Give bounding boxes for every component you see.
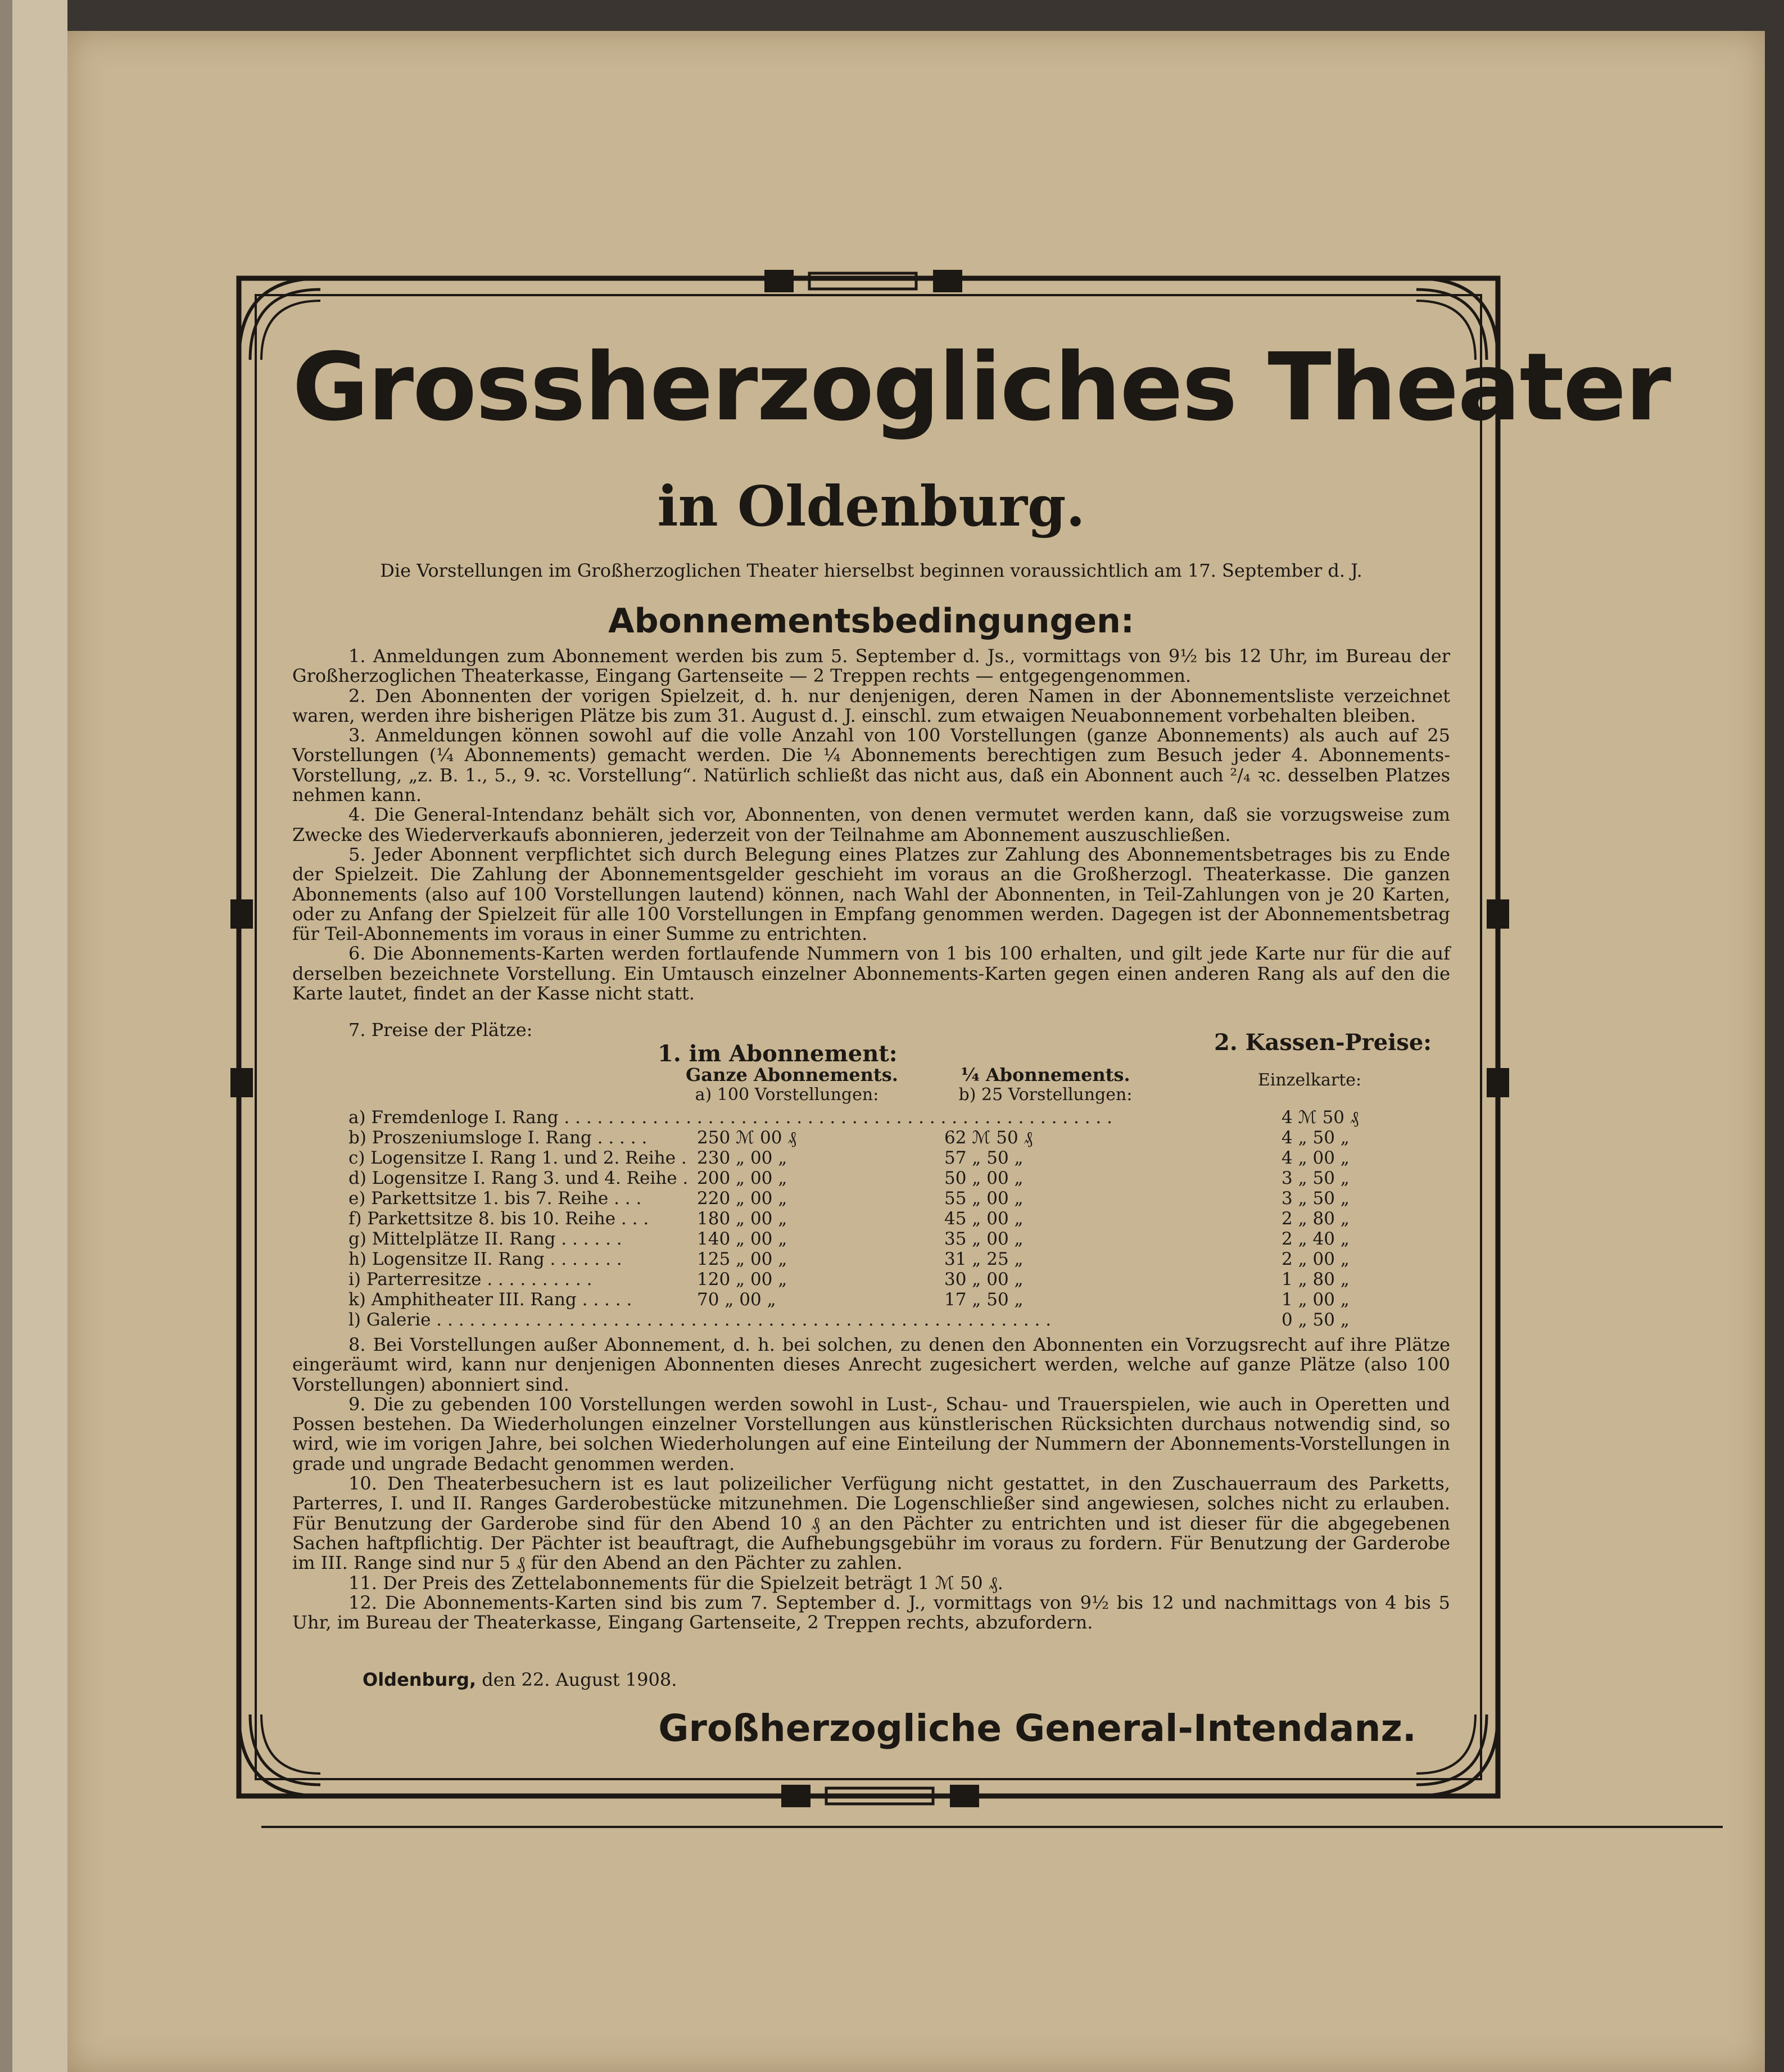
price-row [348,1168,1450,1188]
single-ticket-price: 1 „ 00 „ [1282,1290,1350,1310]
seat-category: d) Logensitze I. Rang 3. und 4. Reihe . [348,1168,689,1188]
price-row [348,1148,1450,1168]
price-row [348,1229,1450,1249]
condition-11: 11. Der Preis des Zettelabonnements für die Spielzeit beträgt 1 ℳ 50 ₰. [348,1572,1003,1594]
single-ticket-price: 2 „ 00 „ [1282,1249,1350,1269]
condition-9: 9. Die zu gebenden 100 Vorstellungen werden sowohl in Lust-, Schau- und Trauerspielen, wie auch in Operetten und Possen bestehen. Da Wiederholungen einzelner Vorstellungen aus künstlerischen Rücksichten durchaus notwendig sind, so wird, wie im vorigen Jahre, bei solchen Wiederholungen auf eine Einteilung der Nummern der Abonnements-Vorstellungen in grade und ungrade Bedacht genommen werden. [292,1393,1450,1474]
seat-category: f) Parkettsitze 8. bis 10. Reihe . . . [348,1209,649,1229]
condition-5: 5. Jeder Abonnent verpflichtet sich durch Belegung eines Platzes zur Zahlung des Abonnementsbetrages bis zu Ende der Spielzeit. Die Zahlung der Abonnementsgelder geschieht im voraus an die Großherzogl. Theaterkasse. Die ganzen Abonnements (also auf 100 Vorstellungen lautend) können, nach Wahl der Abonnenten, in Teil-Zahlungen von je 20 Karten, oder zu Anfang der Spielzeit für alle 100 Vorstellungen in Empfang genommen werden. Dagegen ist der Abonnementsbetrag für Teil-Abonnements im voraus in einer Summe zu entrichten. [292,843,1450,945]
seat-category: i) Parterresitze . . . . . . . . . . [348,1269,592,1290]
subscription-heading: 1. im Abonnement: [658,1040,898,1067]
condition-12: 12. Die Abonnements-Karten sind bis zum 7. September d. J., vormittags von 9½ bis 12 und nachmittags von 4 bis 5 Uhr, im Bureau der Theaterkasse, Eingang Gartenseite, 2 Treppen rechts, abzufordern. [292,1591,1450,1634]
single-ticket-column-head: Einzelkarte: [1257,1070,1362,1090]
full-subscription-price: 140 „ 00 „ [697,1229,787,1249]
condition-2: 2. Den Abonnenten der vorigen Spielzeit, d. h. nur denjenigen, deren Namen in der Abonnementsliste verzeichnet waren, werden ihre bisherigen Plätze bis zum 31. August d. J. einschl. zum etwaigen Neuabonnement vorbehalten bleiben. [292,685,1450,726]
single-ticket-price: 2 „ 40 „ [1282,1229,1350,1249]
condition-10: 10. Den Theaterbesuchern ist es laut polizeilicher Verfügung nicht gestattet, in den Zuschauerraum des Parketts, Parterres, I. und II. Ranges Garderobestücke mitzunehmen. Die Logenschließer sind angewiesen, solches nicht zu erlauben. Für Benutzung der Garderobe sind für den Abend 10 ₰ an den Pächter zu entrichten und ist dieser für die abgegebenen Sachen haftpflichtig. Der Pächter ist beauftragt, die Aufhebungsgebühr im voraus zu fordern. Für Benutzung der Garderobe im III. Range sind nur 5 ₰ für den Abend an den Pächter zu zahlen. [292,1473,1450,1574]
quarter-subscription-price: 17 „ 50 „ [944,1290,1024,1310]
quarter-subscription-price: 45 „ 00 „ [944,1209,1024,1229]
quarter-subscription-price: 62 ℳ 50 ₰ [944,1128,1033,1148]
quarter-subscription-price: 57 „ 50 „ [944,1148,1024,1168]
single-ticket-price: 1 „ 80 „ [1282,1269,1350,1290]
box-office-heading: 2. Kassen-Preise: [1214,1029,1432,1056]
quarter-subscription-price: 55 „ 00 „ [944,1188,1024,1209]
quarter-subscription-price: 50 „ 00 „ [944,1168,1024,1188]
quarter-subscription-sub: b) 25 Vorstellungen: [958,1085,1133,1105]
full-subscription-sub: a) 100 Vorstellungen: [695,1085,879,1105]
seat-category: l) Galerie . . . . . . . . . . . . . . . . . . . . . . . . . . . . . . . . . . . . . . . . . . . . . . . . . . . . . . . . [348,1310,1052,1330]
full-subscription-price: 200 „ 00 „ [697,1168,787,1188]
seat-category: g) Mittelplätze II. Rang . . . . . . [348,1229,622,1249]
condition-7-label: 7. Preise der Plätze: [348,1019,533,1040]
conditions-list-b [292,1335,1450,1632]
seat-category: e) Parkettsitze 1. bis 7. Reihe . . . [348,1188,642,1209]
conditions-list-a [292,646,1450,1003]
poster-content [292,315,1670,1788]
conditions-heading: Abonnementsbedingungen: [608,601,1134,641]
seat-category: c) Logensitze I. Rang 1. und 2. Reihe . [348,1148,687,1168]
condition-3: 3. Anmeldungen können sowohl auf die volle Anzahl von 100 Vorstellungen (ganze Abonnements) als auch auf 25 Vorstellungen (¼ Abonnements) gemacht werden. Die ¼ Abonnements berechtigen zum Besuch jeder 4. Abonnements-Vorstellung, „z. B. 1., 5., 9. ꝛc. Vorstellung“. Natürlich schließt das nicht aus, daß ein Abonnent auch ²/₄ ꝛc. desselben Platzes nehmen kann. [292,725,1450,806]
full-subscription-title: Ganze Abonnements. [686,1064,898,1085]
date-place: Oldenburg, [363,1669,477,1690]
single-ticket-price: 2 „ 80 „ [1282,1209,1350,1229]
single-ticket-price: 4 „ 00 „ [1282,1148,1350,1168]
price-row [348,1290,1450,1310]
date-text: den 22. August 1908. [482,1669,677,1690]
price-row [348,1128,1450,1148]
quarter-subscription-column-head [944,1065,1147,1105]
single-ticket-price: 4 „ 50 „ [1282,1128,1350,1148]
full-subscription-price: 70 „ 00 „ [697,1290,776,1310]
seat-category: a) Fremdenloge I. Rang . . . . . . . . . . . . . . . . . . . . . . . . . . . . . . . . . . . . . . . . . . . . . . . . . . [348,1107,1112,1128]
single-ticket-price: 3 „ 50 „ [1282,1168,1350,1188]
price-row [348,1269,1450,1290]
quarter-subscription-title: ¼ Abonnements. [961,1064,1130,1085]
condition-1: 1. Anmeldungen zum Abonnement werden bis zum 5. September d. Js., vormittags von 9½ bis 12 Uhr, im Bureau der Großherzoglichen Theaterkasse, Eingang Gartenseite — 2 Treppen rechts — entgegengenommen. [292,645,1450,687]
condition-8: 8. Bei Vorstellungen außer Abonnement, d. h. bei solchen, zu denen den Abonnenten ein Vorzugsrecht auf ihre Plätze eingeräumt wird, kann nur denjenigen Abonnenten dieses Anrecht zugesichert werden, welche auf ganze Plätze (also 100 Vorstellungen) abonniert sind. [292,1334,1450,1395]
seat-category: h) Logensitze II. Rang . . . . . . . [348,1249,622,1269]
price-row [348,1249,1450,1269]
date-line [363,1668,677,1691]
single-ticket-price: 4 ℳ 50 ₰ [1282,1107,1359,1128]
price-row [348,1209,1450,1229]
price-row [348,1107,1450,1128]
quarter-subscription-price: 35 „ 00 „ [944,1229,1024,1249]
single-ticket-price: 3 „ 50 „ [1282,1188,1350,1209]
full-subscription-price: 250 ℳ 00 ₰ [697,1128,796,1148]
quarter-subscription-price: 31 „ 25 „ [944,1249,1024,1269]
signature-line: Großherzogliche General-Intendanz. [658,1707,1416,1750]
full-subscription-price: 125 „ 00 „ [697,1249,787,1269]
intro-line: Die Vorstellungen im Großherzoglichen Theater hierselbst beginnen voraussichtlich am 17. September d. J. [380,560,1362,581]
full-subscription-price: 120 „ 00 „ [697,1269,787,1290]
condition-6: 6. Die Abonnements-Karten werden fortlaufende Nummern von 1 bis 100 erhalten, und gilt jede Karte nur für die auf derselben bezeichnete Vorstellung. Ein Umtausch einzelner Abonnements-Karten gegen einen anderen Rang als auf den die Karte lautet, findet an der Kasse nicht statt. [292,943,1450,1005]
quarter-subscription-price: 30 „ 00 „ [944,1269,1024,1290]
full-subscription-price: 180 „ 00 „ [697,1209,787,1229]
condition-4: 4. Die General-Intendanz behält sich vor, Abonnenten, von denen vermutet werden kann, daß sie vorzugsweise zum Zwecke des Wiederverkaufs abonnieren, jederzeit von der Teilnahme am Abonnement auszuschließen. [292,804,1450,845]
seat-category: b) Proszeniumsloge I. Rang . . . . . [348,1128,648,1148]
full-subscription-column-head [686,1064,898,1105]
poster-title: Grossherzogliches Theater [292,333,1670,442]
price-row [348,1310,1450,1330]
price-row [348,1188,1450,1209]
seat-category: k) Amphitheater III. Rang . . . . . [348,1290,632,1310]
poster-subtitle: in Oldenburg. [657,474,1085,539]
full-subscription-price: 230 „ 00 „ [697,1148,787,1168]
full-subscription-price: 220 „ 00 „ [697,1188,787,1209]
single-ticket-price: 0 „ 50 „ [1282,1310,1350,1330]
